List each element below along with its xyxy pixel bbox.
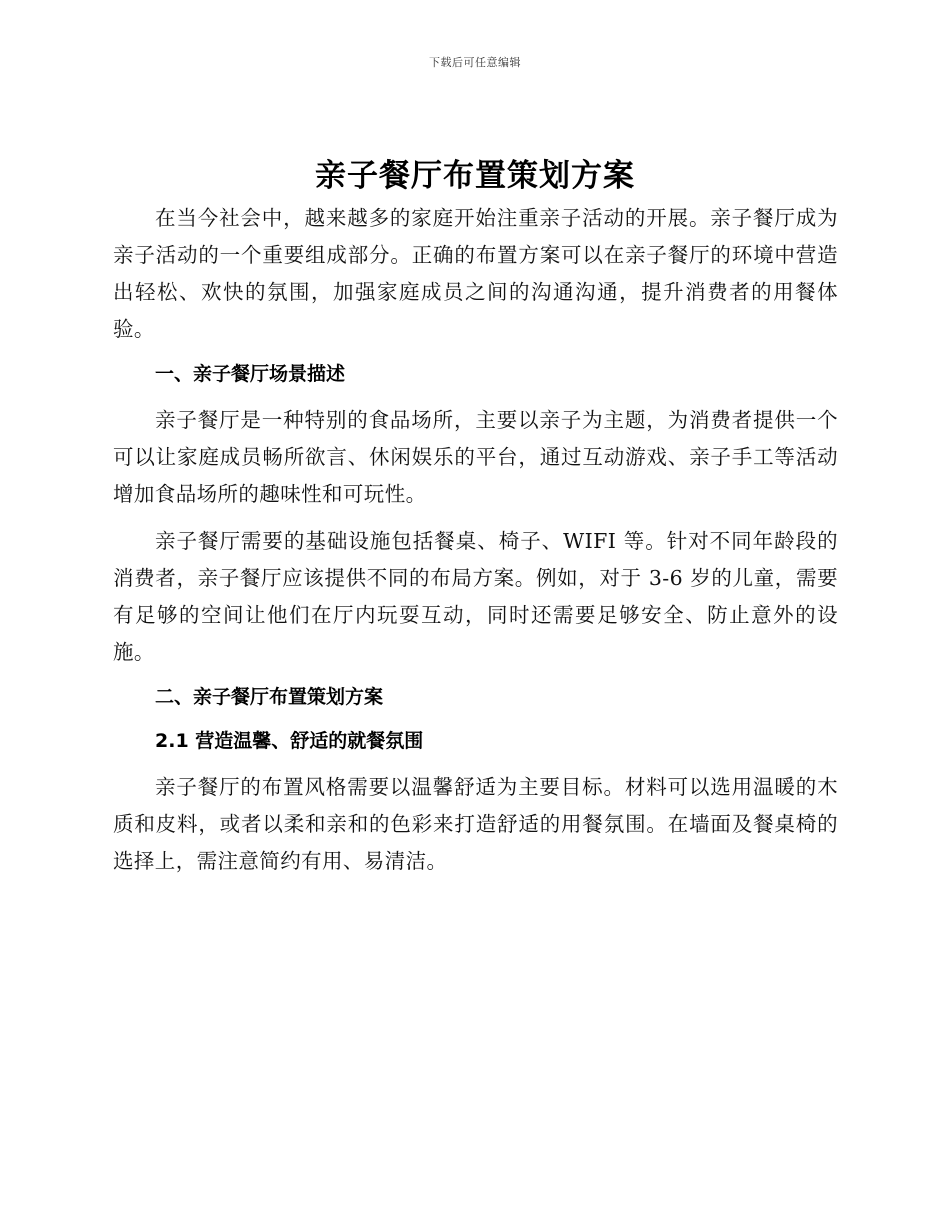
section-1-heading: 一、亲子餐厅场景描述 [155, 363, 346, 385]
intro-paragraph: 在当今社会中，越来越多的家庭开始注重亲子活动的开展。亲子餐厅成为亲子活动的一个重要组成部分。正确的布置方案可以在亲子餐厅的环境中营造出轻松、欢快的氛围，加强家庭成员之间的沟通沟通，提升消费者的用餐体验。 [113, 206, 838, 341]
section-2-heading: 二、亲子餐厅布置策划方案 [155, 686, 384, 708]
document-title: 亲子餐厅布置策划方案 [315, 158, 635, 194]
section-1-paragraph-2: 亲子餐厅需要的基础设施包括餐桌、椅子、WIFI 等。针对不同年龄段的消费者，亲子餐厅应该提供不同的布局方案。例如，对于 3-6 岁的儿童，需要有足够的空间让他们在厅内玩耍互动，同时还需要足够安全、防止意外的设施。 [113, 529, 838, 664]
section-2-1-heading: 2.1 营造温馨、舒适的就餐氛围 [155, 730, 424, 752]
document-body [113, 200, 838, 890]
section-2-1-paragraph: 亲子餐厅的布置风格需要以温馨舒适为主要目标。材料可以选用温暖的木质和皮料，或者以柔和亲和的色彩来打造舒适的用餐氛围。在墙面及餐桌椅的选择上，需注意简约有用、易清洁。 [113, 775, 838, 873]
header-note: 下载后可任意编辑 [429, 56, 521, 69]
section-1-paragraph-1: 亲子餐厅是一种特别的食品场所，主要以亲子为主题，为消费者提供一个可以让家庭成员畅所欲言、休闲娱乐的平台，通过互动游戏、亲子手工等活动增加食品场所的趣味性和可玩性。 [113, 408, 838, 506]
